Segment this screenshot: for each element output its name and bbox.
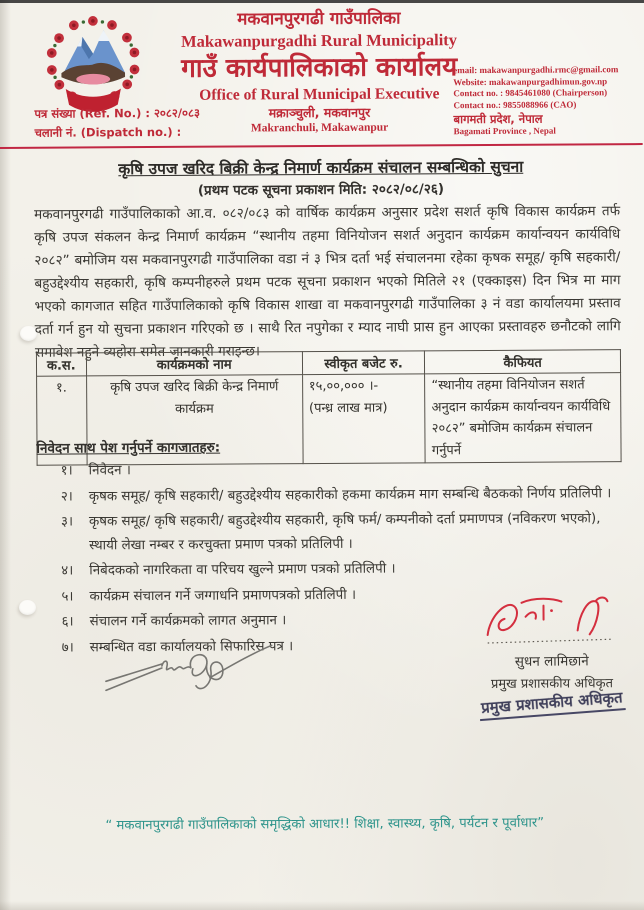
notice-subtitle: (प्रथम पटक सूचना प्रकाशन मिति: २०८२/०८/२६) [197,181,445,199]
ref-number-line: पत्र संख्या (Ref. No.) : २०८२/०८३ [34,105,201,121]
item-number: २। [60,489,73,505]
red-ink-signature-icon [479,588,621,651]
black-ink-signature-icon [100,640,280,711]
contact-phone-cao: Contact no.: 9855088966 (CAO) [453,98,577,110]
item-number: १। [60,463,73,479]
cell-remarks: “स्थानीय तहमा विनियोजन सशर्त अनुदान कार्यक्रम कार्यान्वयन कार्यविधि २०८२” बमोजिम कार्यक्रम संचालन गर्नुपर्ने [425,373,621,463]
col-header-budget: स्वीकृत बजेट रु. [302,351,425,375]
contact-block [453,64,639,138]
nepal-coat-of-arms-icon [40,9,147,120]
org-name-nepali: मकवानपुरगढी गाउँपालिका [237,8,401,30]
header-divider [0,143,643,149]
address-english: Makranchuli, Makawanpur [250,121,389,135]
list-item [37,556,625,583]
item-text: सम्बन्धित वडा कार्यालयको सिफारिस पत्र । [89,638,294,655]
item-number: ५। [61,589,74,605]
col-header-sn: क.स. [36,353,86,376]
signatory-designation: प्रमुख प्रशासकीय अधिकृत [490,676,614,692]
item-text: कार्यक्रम संचालन गर्ने जग्गाधनि प्रमाणपत्रको प्रतिलिपी । [89,587,357,604]
signatory-name: सुधन लामिछाने [514,653,589,670]
contact-phone-chairperson: Contact no. : 9845461080 (Chairperson) [453,87,608,99]
province-english: Bagamati Province , Nepal [453,125,556,137]
stamp-text: प्रमुख प्रशासकीय अधिकृत [479,687,626,721]
contact-email: email: makawanpurgadhi.rmc@gmail.com [453,64,619,76]
list-item [37,507,625,558]
item-text: संचालन गर्ने कार्यक्रमको लागत अनुमान । [89,613,287,630]
notice-title: कृषि उपज खरिद बिक्री केन्द्र निमार्ण कार्यक्रम संचालन सम्बन्धिको सुचना [118,157,524,179]
org-name-english: Makawanpurgadhi Rural Municipality [180,30,458,51]
item-number: ३। [60,514,74,530]
list-item [37,482,625,509]
budget-words: (पन्ध्र लाख मात्र) [308,400,388,417]
contact-website: Website: makawanpurgadhimun.gov.np [453,75,608,87]
reference-block [34,104,200,143]
col-header-remarks: कैफियत [425,350,621,374]
item-number: ६। [61,614,74,630]
dispatch-number-line: चलानी नं. (Dispatch no.) : [34,124,182,140]
item-text: कृषक समूह/ कृषि सहकारी/ बहुउद्देश्यीय सहकारी, कृषि फर्म/ कम्पनीको दर्ता प्रमाणपत्र (नविकरण भएको), स्थायी लेखा नम्बर र करचुक्ता प्रमाण पत्रको प्रतिलिपी । [88,511,601,553]
item-number: ४। [61,563,74,579]
office-name-nepali: गाउँ कार्यपालिकाको कार्यालय [181,52,458,84]
col-header-program: कार्यक्रमको नाम [86,352,302,376]
address-nepali: मक्राञ्चुली, मकवानपुर [268,104,371,121]
designation-stamp [448,688,644,717]
budget-amount: १५,००,००० ।- [308,378,379,395]
list-item [37,456,625,483]
notice-body: मकवानपुरगढी गाउँपालिकाको आ.व. ०८२/०८३ को वार्षिक कार्यक्रम अनुसार प्रदेश सशर्त कृषि विकास कार्यक्रम तर्फ कृषि उपज संकलन केन्द्र निमार्ण कार्यक्रम “स्थानीय तहमा विनियोजन सशर्त अनुदान कार्यक्रम कार्यान्वयन कार्यविधि २०८२” बमोजिम यस मकवानपुरगढी गाउँपालिका वडा नं ३ भित्र दर्ता भई संचालनमा रहेका कृषक समूह/ कृषि सहकारी/ बहुउद्देश्यीय सहकारी, कृषि कम्पनीहरुले प्रथम पटक सूचना प्रकाशन भएको मितिले २१ (एक्काइस) दिन भित्र मा माग भएको कागजात सहित गाउँपालिकाको कृषि विकास शाखा वा मकवानपुरगढी गाउँपालिका ३ नं वडा कार्यालयमा प्रस्ताव दर्ता गर्न हुन यो सुचना प्रकाशन गरिएको छ । साथै रित नपुगेका र म्याद नाघी प्रास हुन आएका प्रस्तावहरु छनौटको लागि समावेश नहुने व्यहोरा समेत जानकारी गराइन्छ। [34,203,621,361]
documents-heading: निवेदन साथ पेश गर्नुपर्ने कागजातहरु: [36,439,221,457]
item-text: कृषक समूह/ कृषि सहकारी/ बहुउद्देश्यीय सहकारीको हकमा कार्यक्रम माग सम्बन्धि बैठकको निर्णय प्रतिलिपी । [88,485,612,504]
office-name-english: Office of Rural Municipal Executive [199,85,440,104]
item-number: ७। [61,640,74,656]
item-text: निवेदन । [88,463,131,479]
item-text: निबेदकको नागरिकता वा परिचय खुल्ने प्रमाण पत्रको प्रतिलिपी । [89,561,396,579]
cell-budget [302,374,425,464]
cell-program: कृषि उपज खरिद बिक्री केन्द्र निमार्ण कार्यक्रम [86,375,303,465]
cell-sn: १. [37,376,87,465]
province-nepali: बागमती प्रदेश, नेपाल [453,111,543,127]
footer-slogan: “ मकवानपुरगढी गाउँपालिकाको समृद्धिको आधार!! शिक्षा, स्वास्थ्य, कृषि, पर्यटन र पूर्वाधार” [105,815,545,834]
